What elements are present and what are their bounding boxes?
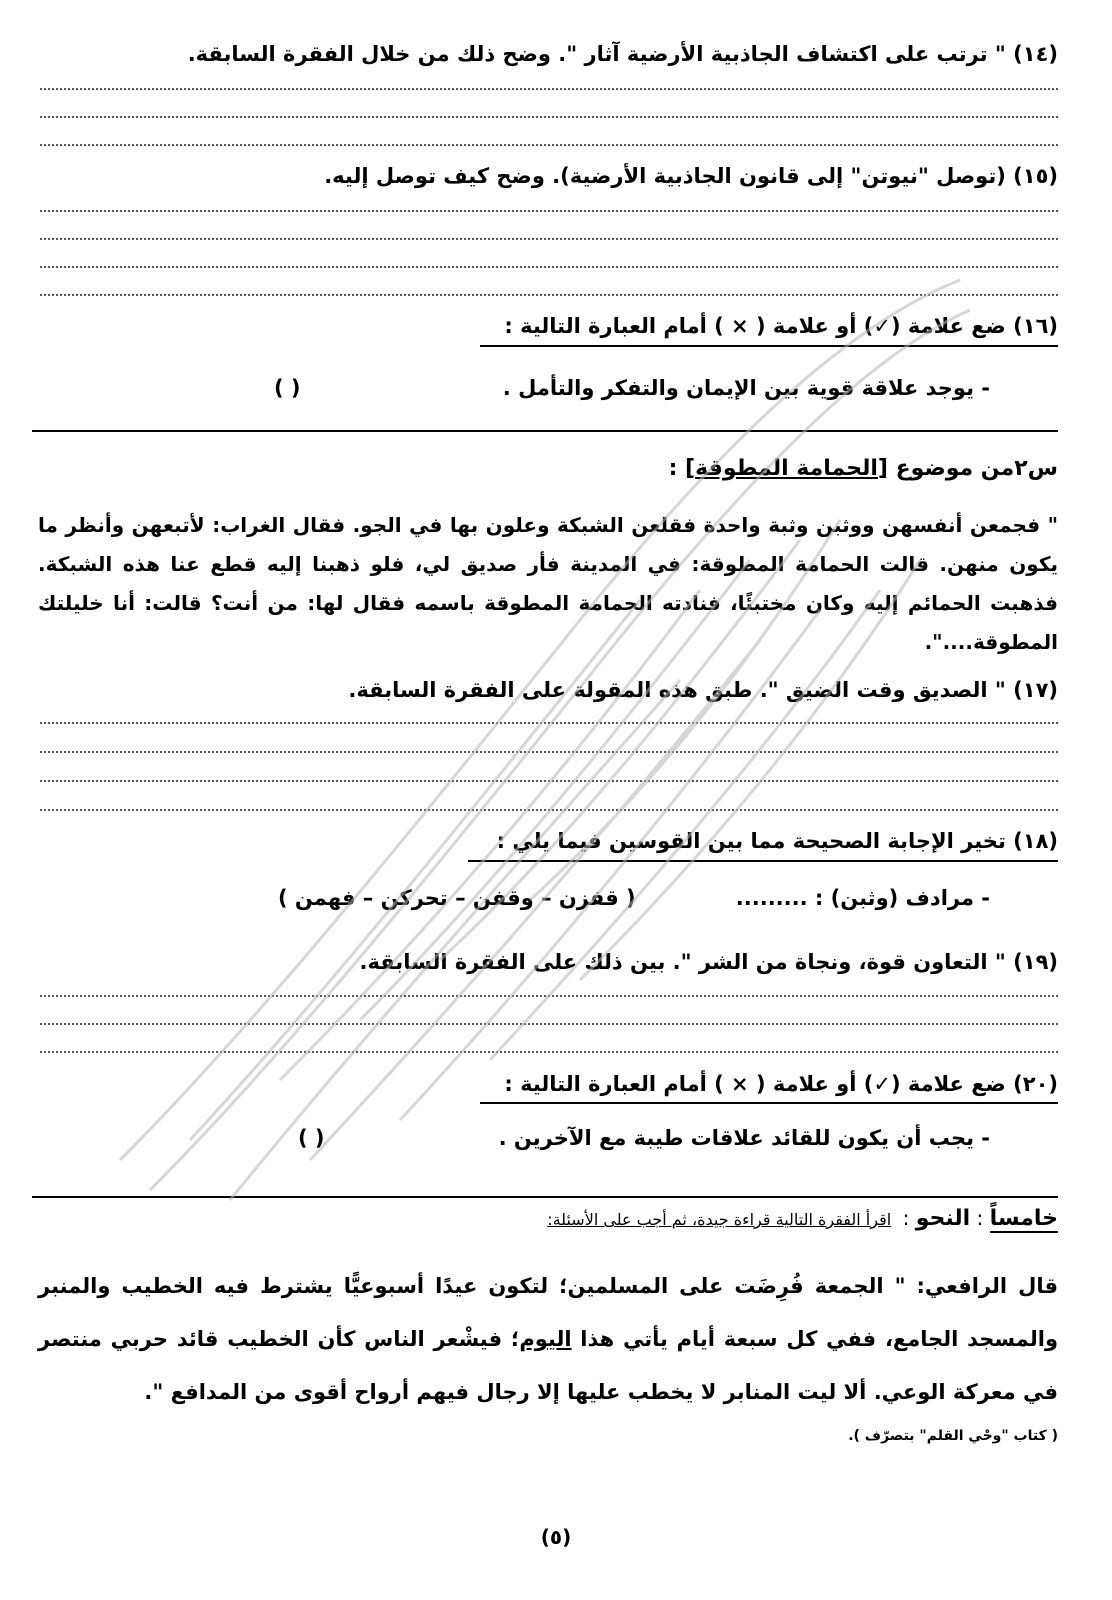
grammar-passage bbox=[38, 1260, 1058, 1419]
section-2-heading bbox=[669, 456, 1058, 481]
answer-line[interactable] bbox=[40, 116, 1058, 118]
answer-line[interactable] bbox=[40, 1051, 1058, 1053]
question-14 bbox=[188, 42, 1058, 66]
question-text: (توصل "نيوتن" إلى قانون الجاذبية الأرضية). وضح كيف توصل إليه. bbox=[324, 164, 1006, 188]
underlined-word: اليوم bbox=[519, 1327, 572, 1351]
answer-line[interactable] bbox=[40, 294, 1058, 296]
question-20 bbox=[504, 1072, 1058, 1096]
section-divider bbox=[32, 430, 1058, 432]
section-divider bbox=[32, 1196, 1058, 1198]
answer-line[interactable] bbox=[40, 995, 1058, 997]
true-false-statement: - يوجد علاقة قوية بين الإيمان والتفكر والتأمل . bbox=[502, 376, 990, 400]
section-5-heading bbox=[547, 1206, 1058, 1231]
question-number: (٢٠) bbox=[1013, 1072, 1058, 1096]
answer-line[interactable] bbox=[40, 809, 1058, 811]
answer-line[interactable] bbox=[40, 751, 1058, 753]
answer-line[interactable] bbox=[40, 88, 1058, 90]
question-text: ضع علامة (✓) أو علامة ( × ) أمام العبارة التالية : bbox=[504, 1072, 1006, 1096]
true-false-statement: - يجب أن يكون للقائد علاقات طيبة مع الآخرين . bbox=[498, 1126, 990, 1150]
question-number: (١٥) bbox=[1013, 164, 1058, 188]
answer-line[interactable] bbox=[40, 238, 1058, 240]
page-number: (٥) bbox=[540, 1525, 572, 1549]
passage-text: قال الرافعي: " الجمعة فُرِضَت على المسلمين؛ لتكون عيدًا أسبوعيًّا يشترط فيه الخطيب والمنبر والمسجد الجامع، ففي كل سبعة أيام يأتي هذا bbox=[38, 1274, 1059, 1351]
answer-line[interactable] bbox=[40, 144, 1058, 146]
question-15 bbox=[324, 164, 1058, 188]
answer-line[interactable] bbox=[40, 722, 1058, 724]
question-text: " التعاون قوة، ونجاة من الشر ". بين ذلك على الفقرة السابقة. bbox=[359, 950, 1006, 974]
question-number: (١٩) bbox=[1013, 950, 1058, 974]
question-underline bbox=[480, 1102, 1058, 1104]
answer-line[interactable] bbox=[40, 266, 1058, 268]
question-text: " الصديق وقت الضيق ". طبق هذه المقولة على الفقرة السابقة. bbox=[348, 678, 1006, 702]
question-17 bbox=[348, 678, 1058, 702]
question-number: (١٤) bbox=[1013, 42, 1058, 66]
reading-passage: " فجمعن أنفسهن ووثبن وثبة واحدة فقلعن الشبكة وعلون بها في الجو. فقال الغراب: لأتبعهن وأنظر ما يكون منهن. قالت الحمامة المطوقة: في المدينة فأر صديق لي، فلو ذهبنا إليه قطع عنا هذه الشبكة. فذهبت الحمائم إليه وكان مختبئًا، فنادته الحمامة المطوقة باسمه فقال لها: من أنت؟ قالت: أنا خليلتك المطوقة....". bbox=[38, 513, 1058, 654]
passage-text: ؛ فيشْعر الناس كأن الخطيب قائد حربي منتصر في معركة الوعي. ألا ليت المنابر لا يخطب عليها إلا رجال فيهم أرواح أقوى من المدافع ". bbox=[38, 1327, 1058, 1404]
question-16 bbox=[504, 314, 1058, 338]
synonym-item: - مرادف (وثبن) : ......... bbox=[735, 886, 990, 910]
question-number: (١٧) bbox=[1013, 678, 1058, 702]
question-underline bbox=[480, 345, 1058, 347]
section-close: ] : bbox=[668, 456, 696, 481]
answer-blank[interactable]: ( ) bbox=[274, 376, 301, 400]
question-text: ضع علامة (✓) أو علامة ( × ) أمام العبارة التالية : bbox=[504, 314, 1006, 338]
separator: : bbox=[896, 1206, 916, 1230]
section-topic: النحو bbox=[915, 1206, 971, 1231]
section-label: خامساً bbox=[989, 1206, 1058, 1231]
question-text: تخير الإجابة الصحيحة مما بين القوسين فيما يلي : bbox=[496, 829, 1006, 853]
question-18 bbox=[497, 829, 1058, 853]
question-underline bbox=[468, 860, 1058, 862]
section-label: س٢من موضوع [ bbox=[877, 456, 1058, 481]
question-number: (١٦) bbox=[1013, 314, 1058, 338]
answer-line[interactable] bbox=[40, 210, 1058, 212]
section-instruction: اقرأ الفقرة التالية قراءة جيدة، ثم أجب على الأسئلة: bbox=[547, 1210, 892, 1229]
answer-blank[interactable]: ( ) bbox=[298, 1126, 325, 1150]
question-number: (١٨) bbox=[1013, 829, 1058, 853]
answer-options: ( قفزن – وقفن – تحركن – فهمن ) bbox=[278, 886, 636, 910]
section-topic: الحمامة المطوقة bbox=[695, 456, 878, 481]
answer-line[interactable] bbox=[40, 1023, 1058, 1025]
separator: : bbox=[970, 1206, 990, 1230]
question-19 bbox=[360, 950, 1058, 974]
passage-source: ( كتاب "وحْي القلم" بتصرّف ). bbox=[848, 1428, 1058, 1444]
question-text: " ترتب على اكتشاف الجاذبية الأرضية آثار ". وضح ذلك من خلال الفقرة السابقة. bbox=[187, 42, 1006, 66]
answer-line[interactable] bbox=[40, 780, 1058, 782]
